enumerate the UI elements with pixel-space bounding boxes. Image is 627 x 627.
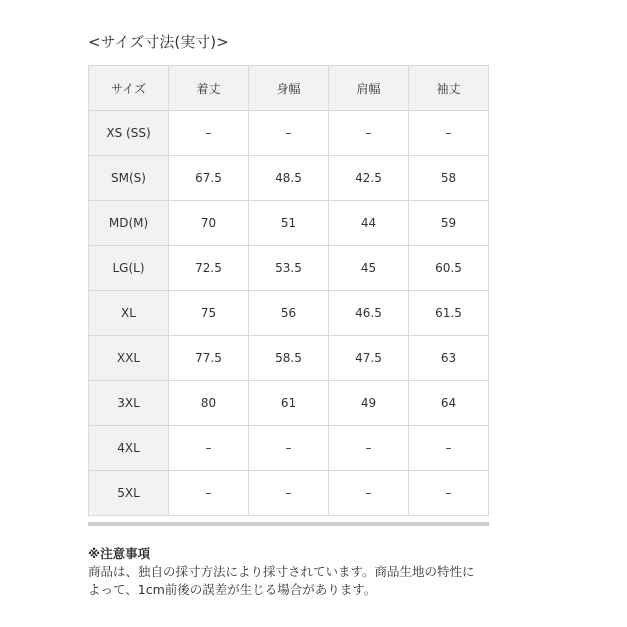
table-cell: 80 bbox=[169, 381, 249, 426]
table-cell: 58.5 bbox=[249, 336, 329, 381]
table-cell: – bbox=[249, 471, 329, 516]
table-cell: 42.5 bbox=[329, 156, 409, 201]
table-cell: 48.5 bbox=[249, 156, 329, 201]
table-row bbox=[89, 426, 489, 471]
size-cell: XXL bbox=[89, 336, 169, 381]
table-cell: 53.5 bbox=[249, 246, 329, 291]
size-table bbox=[88, 65, 489, 516]
table-cell: – bbox=[329, 111, 409, 156]
table-cell: – bbox=[249, 111, 329, 156]
table-row bbox=[89, 291, 489, 336]
header-length: 着丈 bbox=[169, 66, 249, 111]
notes-title: ※注意事項 bbox=[88, 546, 151, 561]
table-cell: 64 bbox=[409, 381, 489, 426]
table-cell: 61.5 bbox=[409, 291, 489, 336]
table-cell: 77.5 bbox=[169, 336, 249, 381]
table-cell: 59 bbox=[409, 201, 489, 246]
header-shoulder: 肩幅 bbox=[329, 66, 409, 111]
header-sleeve: 袖丈 bbox=[409, 66, 489, 111]
table-row bbox=[89, 381, 489, 426]
table-cell: 47.5 bbox=[329, 336, 409, 381]
notes-line-1: 商品は、独自の採寸方法により採寸されています。商品生地の特性に bbox=[88, 564, 475, 579]
size-cell: 4XL bbox=[89, 426, 169, 471]
table-cell: 72.5 bbox=[169, 246, 249, 291]
table-cell: – bbox=[169, 426, 249, 471]
size-cell: SM(S) bbox=[89, 156, 169, 201]
table-row bbox=[89, 336, 489, 381]
table-cell: – bbox=[409, 426, 489, 471]
table-cell: 51 bbox=[249, 201, 329, 246]
table-row bbox=[89, 246, 489, 291]
header-width: 身幅 bbox=[249, 66, 329, 111]
table-cell: 75 bbox=[169, 291, 249, 336]
table-cell: 70 bbox=[169, 201, 249, 246]
table-cell: 45 bbox=[329, 246, 409, 291]
table-cell: – bbox=[409, 111, 489, 156]
table-cell: 63 bbox=[409, 336, 489, 381]
table-cell: – bbox=[249, 426, 329, 471]
table-cell: 58 bbox=[409, 156, 489, 201]
table-cell: – bbox=[329, 426, 409, 471]
table-cell: 61 bbox=[249, 381, 329, 426]
table-bottom-divider bbox=[88, 522, 489, 526]
notes-line-2: よって、1cm前後の誤差が生じる場合があります。 bbox=[88, 582, 377, 597]
table-cell: 67.5 bbox=[169, 156, 249, 201]
table-row bbox=[89, 156, 489, 201]
table-row bbox=[89, 471, 489, 516]
table-row bbox=[89, 111, 489, 156]
table-cell: 44 bbox=[329, 201, 409, 246]
table-cell: – bbox=[169, 471, 249, 516]
size-cell: XS (SS) bbox=[89, 111, 169, 156]
table-cell: – bbox=[329, 471, 409, 516]
table-row bbox=[89, 201, 489, 246]
table-cell: 60.5 bbox=[409, 246, 489, 291]
table-cell: 46.5 bbox=[329, 291, 409, 336]
size-cell: MD(M) bbox=[89, 201, 169, 246]
size-cell: 5XL bbox=[89, 471, 169, 516]
table-header-row bbox=[89, 66, 489, 111]
size-cell: XL bbox=[89, 291, 169, 336]
size-cell: 3XL bbox=[89, 381, 169, 426]
table-cell: 56 bbox=[249, 291, 329, 336]
notes-section bbox=[88, 545, 548, 599]
table-cell: – bbox=[169, 111, 249, 156]
table-cell: – bbox=[409, 471, 489, 516]
section-heading: <サイズ寸法(実寸)> bbox=[88, 33, 229, 51]
header-size: サイズ bbox=[89, 66, 169, 111]
table-cell: 49 bbox=[329, 381, 409, 426]
size-cell: LG(L) bbox=[89, 246, 169, 291]
